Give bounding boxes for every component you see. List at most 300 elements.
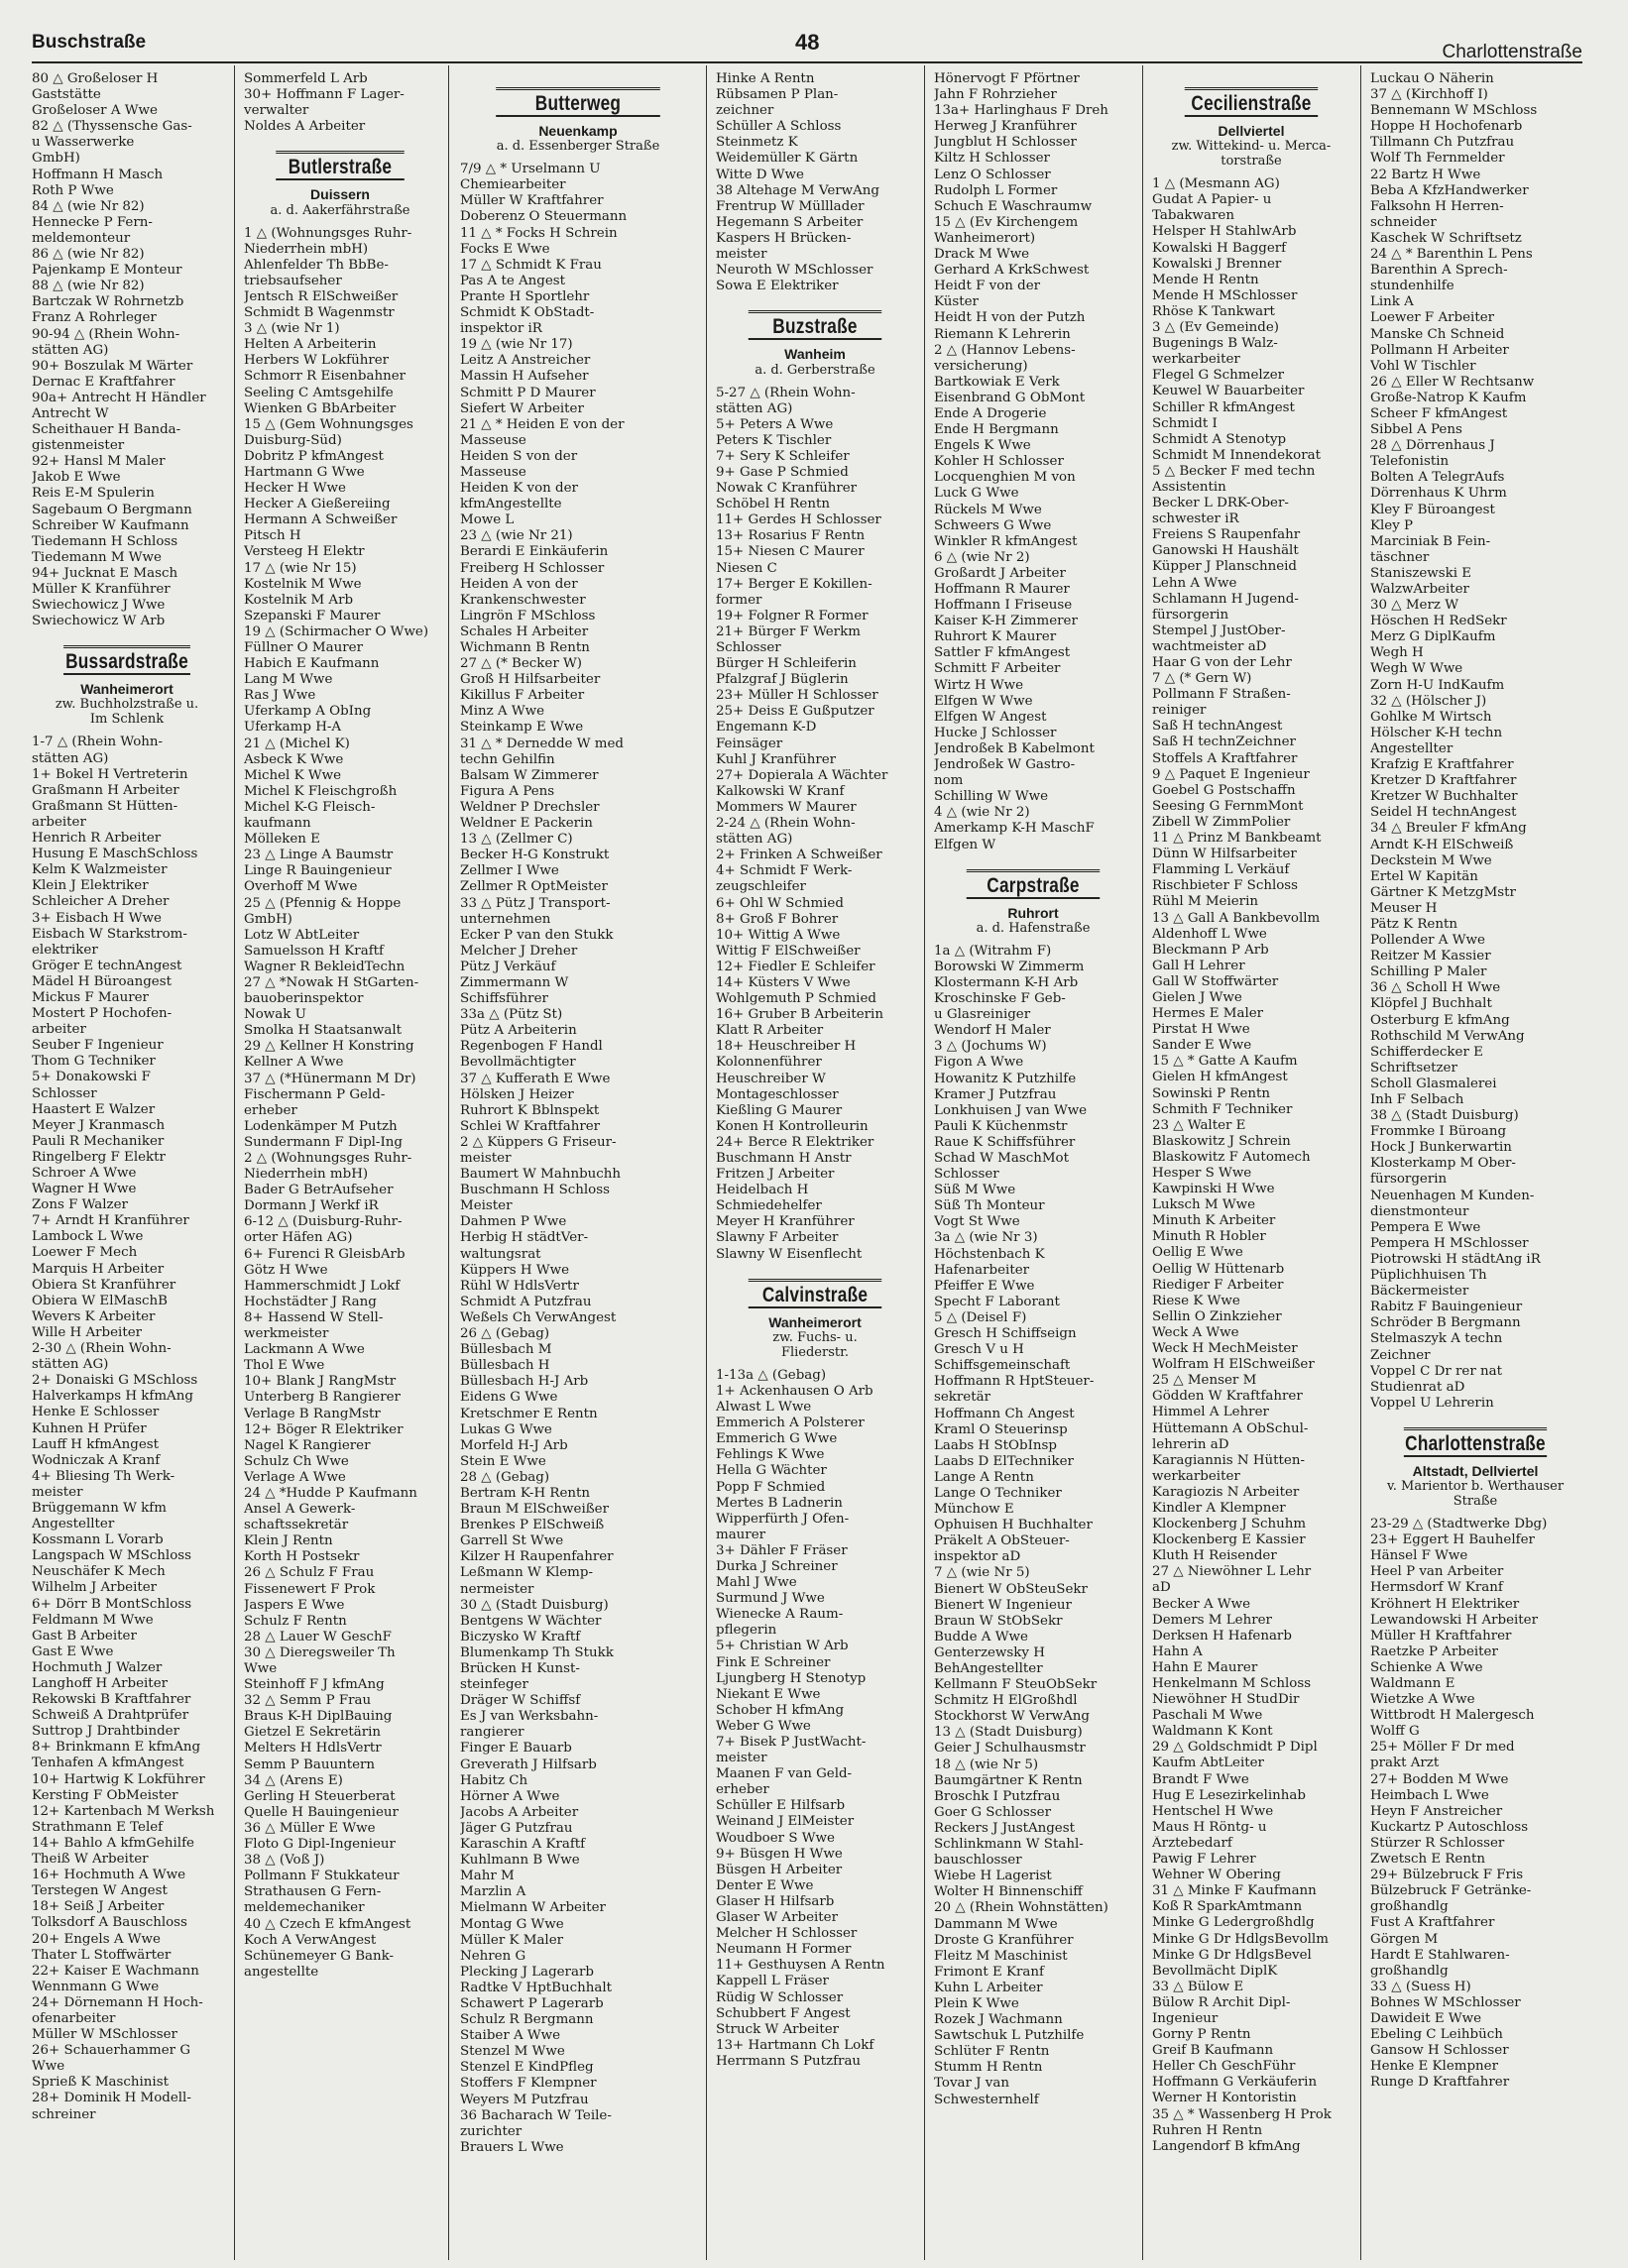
directory-entry: Glaser H Hilfsarb: [716, 1893, 835, 1909]
directory-entry: 6 △ (wie Nr 2): [934, 549, 1030, 565]
directory-entry: Schmorr R Eisenbahner: [244, 369, 407, 385]
directory-entry: Swiechowicz J Wwe: [32, 598, 166, 614]
directory-entry: 24 △ *Hudde P Kaufmann: [244, 1485, 417, 1501]
directory-entry: Hoffmann R HptSteuer-: [934, 1374, 1095, 1390]
directory-entry: Langendorf B kfmAng: [1152, 2138, 1301, 2154]
directory-entry: Bienert W ObSteuSekr: [934, 1581, 1088, 1597]
directory-entry: Rekowski B Kraftfahrer: [32, 1692, 191, 1708]
directory-entry: Fehlings K Wwe: [716, 1447, 825, 1463]
directory-entry: stätten AG): [716, 832, 793, 848]
directory-entry: Klatt R Arbeiter: [716, 1023, 824, 1039]
directory-entry: Wienken G BbArbeiter: [244, 400, 397, 416]
directory-entry: Langspach W MSchloss: [32, 1548, 191, 1564]
directory-entry: Zons F Walzer: [32, 1197, 128, 1213]
directory-entry: Schulz Ch Wwe: [244, 1453, 349, 1469]
directory-entry: Groß H Hilfsarbeiter: [460, 672, 601, 688]
column-5: [934, 71, 1132, 2252]
directory-entry: Eisbach W Starkstrom-: [32, 926, 187, 942]
directory-entry: Seesing G FernmMont: [1152, 798, 1304, 814]
directory-entry: Beba A KfzHandwerker: [1370, 182, 1529, 198]
directory-entry: Reckers J JustAngest: [934, 1820, 1075, 1836]
directory-entry: Kröhnert H Elektriker: [1370, 1596, 1520, 1612]
directory-entry: Niewöhner H StudDir: [1152, 1692, 1300, 1708]
directory-entry: 16+ Hochmuth A Wwe: [32, 1868, 186, 1883]
street-location-note: zw. Wittekind- u. Merca-: [1171, 139, 1332, 155]
directory-entry: Schleicher A Dreher: [32, 894, 170, 910]
directory-entry: Kießling G Maurer: [716, 1102, 843, 1118]
directory-entry: Hug E Lesezirkelinhab: [1152, 1787, 1306, 1803]
directory-entry: Dobritz P kfmAngest: [244, 448, 384, 464]
directory-entry: Bleckmann P Arb: [1152, 942, 1269, 958]
directory-entry: 5 △ Becker F med techn: [1152, 463, 1316, 479]
directory-entry: Tolksdorf A Bauschloss: [32, 1915, 187, 1931]
directory-entry: Schiffsgemeinschaft: [934, 1358, 1071, 1374]
directory-entry: Overhoff M Wwe: [244, 879, 358, 895]
directory-entry: Kawpinski H Wwe: [1152, 1182, 1275, 1197]
directory-entry: 7+ Bisek P JustWacht-: [716, 1735, 867, 1750]
directory-entry: Luckau O Näherin: [1370, 71, 1494, 86]
directory-entry: 3 △ (Ev Gemeinde): [1152, 320, 1280, 336]
directory-entry: Hartmann G Wwe: [244, 464, 365, 480]
directory-entry: Kuhlmann B Wwe: [460, 1853, 580, 1869]
directory-entry: Gast B Arbeiter: [32, 1628, 137, 1644]
directory-entry: Es J van Werksbahn-: [460, 1709, 599, 1725]
directory-entry: versicherung): [934, 358, 1028, 374]
directory-entry: Ingenieur: [1152, 2010, 1219, 2026]
directory-entry: 1 △ (Wohnungsges Ruhr-: [244, 225, 412, 241]
directory-entry: Greif B Kaufmann: [1152, 2043, 1274, 2059]
directory-entry: Kaschek W Schriftsetz: [1370, 230, 1522, 246]
district-name: Wanheimerort: [768, 1313, 862, 1330]
directory-entry: Weldner E Packerin: [460, 816, 593, 832]
directory-entry: Gietzel E Sekretärin: [244, 1725, 382, 1741]
street-location-note: Fliederstr.: [780, 1344, 850, 1360]
directory-entry: Lackmann A Wwe: [244, 1342, 365, 1358]
directory-entry: Gall H Lehrer: [1152, 958, 1245, 973]
directory-entry: 5+ Peters A Wwe: [716, 416, 834, 432]
street-name: Cecilienstraße: [1185, 87, 1318, 117]
directory-entry: Glaser W Arbeiter: [716, 1910, 838, 1926]
directory-entry: Neuenhagen M Kunden-: [1370, 1188, 1535, 1203]
directory-entry: 3+ Eisbach H Wwe: [32, 910, 162, 926]
directory-entry: Bäckermeister: [1370, 1284, 1469, 1300]
directory-entry: meister: [460, 1151, 512, 1166]
directory-entry: aD: [1152, 1580, 1171, 1596]
directory-entry: Balsam W Zimmerer: [460, 767, 599, 783]
directory-entry: Jakob E Wwe: [32, 470, 121, 486]
directory-entry: Stürzer R Schlosser: [1370, 1835, 1505, 1851]
directory-entry: Michel K Fleischgroßh: [244, 783, 398, 799]
directory-entry: Schlosser: [934, 1167, 999, 1183]
directory-entry: Braun W StObSekr: [934, 1613, 1063, 1629]
directory-entry: Freiberg H Schlosser: [460, 560, 605, 576]
district-name: Altstadt, Dellviertel: [1412, 1462, 1539, 1479]
directory-entry: Frentrup W Mülllader: [716, 198, 865, 214]
directory-entry: Frimont E Kranf: [934, 1964, 1044, 1980]
directory-entry: Ringelberg F Elektr: [32, 1149, 166, 1165]
directory-entry: Hella G Wächter: [716, 1463, 827, 1479]
directory-entry: 21 △ (Michel K): [244, 736, 350, 751]
directory-entry: Rühl M Meierin: [1152, 894, 1258, 910]
directory-entry: 10+ Blank J RangMstr: [244, 1374, 397, 1390]
directory-entry: Nowak U: [244, 1007, 306, 1023]
directory-entry: Füllner O Maurer: [244, 640, 363, 655]
directory-entry: Blaskowitz F Automech: [1152, 1149, 1311, 1165]
directory-entry: Zwetsch E Rentn: [1370, 1852, 1485, 1868]
directory-entry: Stockhorst W VerwAng: [934, 1709, 1090, 1725]
directory-entry: Korth H Postsekr: [244, 1549, 360, 1565]
directory-entry: Braun M ElSchweißer: [460, 1502, 609, 1518]
directory-entry: Blumenkamp Th Stukk: [460, 1644, 614, 1660]
directory-entry: Haastert E Walzer: [32, 1101, 156, 1117]
directory-entry: Figura A Pens: [460, 783, 555, 799]
directory-entry: Hoffmann G Verkäuferin: [1152, 2075, 1318, 2091]
directory-entry: Minuth R Hobler: [1152, 1229, 1266, 1245]
directory-entry: Montag G Wwe: [460, 1916, 564, 1932]
directory-entry: Wille H Arbeiter: [32, 1324, 143, 1340]
directory-entry: Wipperfürth J Ofen-: [716, 1511, 850, 1527]
directory-entry: Rühl W HdlsVertr: [460, 1278, 579, 1294]
directory-entry: Sommerfeld L Arb: [244, 71, 368, 86]
directory-entry: Hock J Bunkerwartin: [1370, 1140, 1512, 1156]
directory-entry: Gröger E technAngest: [32, 958, 182, 973]
directory-entry: 90+ Boszulak M Wärter: [32, 358, 193, 374]
directory-entry: Schlosser: [716, 640, 781, 655]
directory-entry: Gielen H kfmAngest: [1152, 1070, 1288, 1085]
directory-entry: Minke G Ledergroßhdlg: [1152, 1915, 1315, 1931]
directory-entry: Mädel H Büroangest: [32, 973, 172, 989]
directory-entry: fürsorgerin: [1370, 1172, 1448, 1188]
directory-entry: 36 △ Müller E Wwe: [244, 1820, 376, 1836]
street-location-note: torstraße: [1221, 154, 1282, 170]
directory-entry: Schmitz H ElGroßhdl: [934, 1693, 1078, 1709]
directory-entry: Hesper S Wwe: [1152, 1166, 1252, 1181]
directory-entry: Herbig H städtVer-: [460, 1230, 589, 1246]
directory-entry: Kramer J Putzfrau: [934, 1086, 1057, 1102]
directory-entry: Kretzer D Kraftfahrer: [1370, 773, 1517, 789]
directory-entry: schaftssekretär: [244, 1518, 349, 1533]
directory-entry: Plecking J Lagerarb: [460, 1964, 594, 1980]
directory-entry: Schroer A Wwe: [32, 1166, 137, 1181]
directory-entry: Büllesbach H: [460, 1358, 550, 1374]
directory-entry: Wendorf H Maler: [934, 1023, 1051, 1039]
directory-entry: Pfeiffer E Wwe: [934, 1278, 1035, 1294]
directory-entry: Suttrop J Drahtbinder: [32, 1724, 179, 1740]
directory-entry: 2-24 △ (Rhein Wohn-: [716, 816, 856, 832]
directory-entry: Scholl Glasmalerei: [1370, 1076, 1497, 1091]
directory-entry: Siefert W Arbeiter: [460, 400, 584, 416]
directory-entry: 18 △ (wie Nr 5): [934, 1757, 1039, 1772]
directory-entry: Klein J Elektriker: [32, 878, 149, 894]
directory-entry: Kohler H Schlosser: [934, 454, 1064, 470]
directory-entry: 12+ Fiedler E Schleifer: [716, 959, 875, 974]
directory-entry: Weber G Wwe: [716, 1718, 811, 1734]
directory-entry: 7+ Arndt H Kranführer: [32, 1213, 189, 1229]
directory-entry: Heidt H von der Putzh: [934, 310, 1086, 326]
directory-entry: steinfeger: [460, 1677, 528, 1693]
directory-entry: Kostelnik M Arb: [244, 592, 354, 608]
directory-entry: Witte D Wwe: [716, 167, 804, 182]
directory-entry: Locquenghien M von: [934, 470, 1076, 486]
directory-entry: u Wasserwerke: [32, 135, 135, 151]
directory-entry: Nowak C Kranführer: [716, 481, 858, 497]
directory-entry: Asbeck K Wwe: [244, 751, 344, 767]
directory-entry: Schlamann H Jugend-: [1152, 591, 1299, 607]
directory-entry: Ende A Drogerie: [934, 405, 1047, 421]
directory-entry: Sawtschuk L Putzhilfe: [934, 2028, 1085, 2044]
directory-entry: Bevollmächt DiplK: [1152, 1963, 1278, 1979]
directory-entry: Steinkamp E Wwe: [460, 720, 584, 736]
directory-entry: Jäger G Putzfrau: [460, 1820, 573, 1836]
directory-entry: 36 Bacharach W Teile-: [460, 2107, 612, 2123]
directory-entry: Uferkamp H-A: [244, 720, 342, 736]
directory-entry: 20+ Engels A Wwe: [32, 1931, 161, 1947]
directory-entry: Thom G Techniker: [32, 1054, 156, 1070]
district-name: Wanheimerort: [80, 681, 174, 698]
directory-entry: Neuroth W MSchlosser: [716, 263, 873, 279]
directory-entry: Dörrenhaus K Uhrm: [1370, 486, 1507, 502]
directory-entry: 19 △ (Schirmacher O Wwe): [244, 624, 429, 639]
directory-entry: Slawny F Arbeiter: [716, 1230, 839, 1246]
directory-entry: zurichter: [460, 2123, 523, 2139]
running-head-right: Charlottenstraße: [1442, 42, 1582, 62]
directory-entry: 2+ Donaiski G MSchloss: [32, 1373, 198, 1389]
directory-entry: 1 △ (Mesmann AG): [1152, 176, 1280, 192]
directory-entry: Heiden S von der: [460, 448, 578, 464]
directory-entry: Heiden A von der: [460, 576, 578, 592]
directory-entry: Flamming L Verkäuf: [1152, 862, 1290, 878]
directory-entry: 6+ Ohl W Schmied: [716, 895, 844, 911]
directory-entry: Werner H Kontoristin: [1152, 2091, 1297, 2106]
directory-entry: Hänsel F Wwe: [1370, 1548, 1468, 1564]
directory-entry: Sundermann F Dipl-Ing: [244, 1134, 403, 1150]
street-name: Butlerstraße: [276, 151, 405, 180]
directory-entry: Gresch H Schiffseign: [934, 1326, 1077, 1342]
directory-entry: 30 △ (Stadt Duisburg): [460, 1597, 609, 1613]
directory-entry: Verlage B RangMstr: [244, 1406, 381, 1421]
directory-entry: Kostelnik M Wwe: [244, 576, 362, 592]
directory-entry: Fink E Schreiner: [716, 1654, 831, 1670]
directory-entry: 15 △ * Gatte A Kaufm: [1152, 1054, 1298, 1070]
district-name: Ruhrort: [1007, 904, 1059, 921]
directory-entry: Lehn A Wwe: [1152, 575, 1237, 591]
directory-entry: 37 △ (*Hünermann M Dr): [244, 1071, 416, 1086]
directory-entry: 13a+ Harlinghaus F Dreh: [934, 103, 1108, 119]
directory-entry: 7 △ (wie Nr 5): [934, 1565, 1030, 1581]
directory-entry: Schlüter F Rentn: [934, 2044, 1050, 2060]
column-divider: [1142, 65, 1143, 2260]
directory-entry: Schmidt K ObStadt-: [460, 305, 595, 321]
directory-entry: Schüller A Schloss: [716, 119, 842, 135]
directory-entry: kfmAngestellte: [460, 497, 562, 512]
directory-entry: Püplichhuisen Th: [1370, 1268, 1487, 1284]
running-head-left: Buschstraße: [32, 32, 147, 53]
directory-entry: schreiner: [32, 2106, 96, 2122]
directory-entry: werkarbeiter: [1152, 352, 1240, 368]
directory-entry: Radtke V HptBuchhalt: [460, 1980, 613, 1995]
directory-entry: Minz A Wwe: [460, 704, 545, 720]
directory-entry: Stein E Wwe: [460, 1453, 546, 1469]
directory-entry: Henke E Schlosser: [32, 1405, 160, 1420]
directory-entry: Lotz W AbtLeiter: [244, 927, 360, 943]
directory-entry: triebsaufseher: [244, 273, 342, 288]
directory-entry: Klöpfel J Buchhalt: [1370, 996, 1492, 1012]
directory-entry: 1+ Bokel H Vertreterin: [32, 766, 188, 782]
directory-entry: pflegerin: [716, 1623, 777, 1639]
directory-entry: Hennecke P Fern-: [32, 214, 153, 230]
directory-entry: Weßels Ch VerwAngest: [460, 1309, 617, 1325]
column-4: [716, 71, 914, 2252]
street-location-note: Straße: [1453, 1494, 1498, 1510]
directory-entry: 31 △ Minke F Kaufmann: [1152, 1883, 1317, 1899]
directory-entry: Kley P: [1370, 517, 1414, 533]
directory-entry: Görgen M: [1370, 1931, 1439, 1947]
directory-entry: Blaskowitz J Schrein: [1152, 1133, 1291, 1149]
directory-entry: waltungsrat: [460, 1246, 541, 1262]
directory-entry: 86 △ (wie Nr 82): [32, 247, 145, 263]
directory-entry: Marciniak B Fein-: [1370, 533, 1491, 549]
directory-entry: Steinhoff F J kfmAng: [244, 1677, 385, 1693]
directory-entry: 23 △ Walter E: [1152, 1117, 1246, 1133]
directory-entry: Pollmann F Stukkateur: [244, 1869, 400, 1884]
directory-entry: Hahn E Maurer: [1152, 1659, 1258, 1675]
directory-entry: Götz H Wwe: [244, 1262, 328, 1278]
directory-entry: Wwe: [244, 1661, 278, 1676]
directory-entry: Weinand J ElMeister: [716, 1814, 855, 1830]
directory-entry: Raue K Schiffsführer: [934, 1134, 1076, 1150]
directory-entry: Saß H technAngest: [1152, 719, 1283, 735]
directory-entry: zeichner: [716, 103, 774, 119]
directory-entry: Ebeling C Leihbüch: [1370, 2027, 1503, 2043]
directory-entry: Koch A VerwAngest: [244, 1932, 377, 1948]
directory-entry: Gielen J Wwe: [1152, 989, 1242, 1005]
directory-entry: Lonkhuisen J van Wwe: [934, 1102, 1088, 1118]
column-divider: [1360, 65, 1361, 2260]
directory-entry: Seeling C Amtsgehilfe: [244, 385, 394, 400]
directory-entry: Fleitz M Maschinist: [934, 1948, 1068, 1964]
directory-entry: Lang M Wwe: [244, 672, 333, 688]
directory-entry: 18+ Seiß J Arbeiter: [32, 1899, 165, 1915]
directory-entry: meldemechaniker: [244, 1900, 365, 1916]
directory-entry: Nagel K Rangierer: [244, 1437, 371, 1453]
directory-entry: Tovar J van: [934, 2076, 1009, 2092]
directory-entry: Greverath J Hilfsarb: [460, 1757, 597, 1772]
directory-entry: Minuth K Arbeiter: [1152, 1213, 1276, 1229]
directory-entry: 13+ Rosarius F Rentn: [716, 528, 866, 544]
directory-entry: 21 △ * Heiden E von der: [460, 416, 625, 432]
directory-entry: 17 △ (wie Nr 15): [244, 560, 357, 576]
directory-entry: Michel K Wwe: [244, 767, 341, 783]
directory-entry: Chemiearbeiter: [460, 177, 566, 193]
directory-entry: Marzlin A: [460, 1884, 526, 1900]
directory-entry: 28 △ Lauer W GeschF: [244, 1629, 392, 1644]
header-rule: [32, 61, 1582, 63]
directory-entry: BehAngestellter: [934, 1661, 1043, 1676]
directory-entry: Hölsken J Heizer: [460, 1086, 574, 1102]
directory-entry: Wolff G: [1370, 1724, 1420, 1740]
directory-entry: Zellmer I Wwe: [460, 863, 559, 879]
directory-entry: Wolfram H ElSchweißer: [1152, 1357, 1315, 1373]
directory-entry: Lange A Rentn: [934, 1469, 1034, 1485]
directory-entry: täschner: [1370, 549, 1430, 565]
directory-entry: Theiß W Arbeiter: [32, 1852, 149, 1868]
directory-entry: 27 △ Niewöhner L Lehr: [1152, 1564, 1312, 1580]
directory-entry: Ganowski H Haushält: [1152, 543, 1299, 559]
directory-entry: Franz A Rohrleger: [32, 310, 157, 326]
directory-entry: Luksch M Wwe: [1152, 1197, 1255, 1213]
directory-entry: 88 △ (wie Nr 82): [32, 279, 145, 294]
directory-entry: Mielmann W Arbeiter: [460, 1900, 606, 1916]
directory-entry: lehrerin aD: [1152, 1436, 1229, 1452]
directory-entry: 17+ Berger E Kokillen-: [716, 576, 872, 592]
column-divider: [448, 65, 449, 2260]
directory-entry: Pfalzgraf J Büglerin: [716, 672, 849, 688]
directory-entry: 16+ Gruber B Arbeiterin: [716, 1007, 883, 1023]
directory-entry: Kaiser K-H Zimmerer: [934, 614, 1078, 629]
directory-entry: Hoffmann R Maurer: [934, 582, 1070, 597]
directory-entry: Büllesbach M: [460, 1342, 552, 1358]
directory-entry: Langhoff H Arbeiter: [32, 1676, 169, 1691]
directory-entry: Schulz R Bergmann: [460, 2012, 594, 2028]
directory-entry: Wiebe H Lagerist: [934, 1869, 1052, 1884]
directory-entry: Bennemann W MSchloss: [1370, 103, 1538, 119]
directory-entry: Herbers W Lokführer: [244, 353, 390, 369]
directory-entry: Heuschreiber W: [716, 1071, 826, 1086]
directory-entry: Vogt St Wwe: [934, 1214, 1020, 1230]
directory-entry: Weck A Wwe: [1152, 1324, 1239, 1340]
directory-entry: Woudboer S Wwe: [716, 1830, 835, 1846]
directory-entry: Lauff H kfmAngest: [32, 1436, 160, 1452]
column-divider: [234, 65, 235, 2260]
directory-entry: Engels K Wwe: [934, 438, 1031, 454]
directory-entry: Schmith F Techniker: [1152, 1101, 1293, 1117]
directory-entry: Weidemüller K Gärtn: [716, 151, 859, 167]
directory-entry: Luck G Wwe: [934, 486, 1019, 502]
directory-entry: 29 △ Kellner H Konstring: [244, 1039, 414, 1055]
directory-entry: Kellner A Wwe: [244, 1055, 344, 1071]
directory-entry: Roth P Wwe: [32, 182, 114, 198]
street-location-note: a. d. Essenberger Straße: [496, 139, 660, 155]
directory-entry: arbeiter: [32, 1022, 86, 1038]
directory-entry: 20 △ (Rhein Wohnstätten): [934, 1900, 1108, 1916]
directory-entry: 5-27 △ (Rhein Wohn-: [716, 385, 856, 400]
directory-entry: Waldmann E: [1370, 1676, 1455, 1691]
directory-entry: Brandt F Wwe: [1152, 1771, 1249, 1787]
directory-entry: 25+ Möller F Dr med: [1370, 1740, 1515, 1756]
directory-entry: 82 △ (Thyssensche Gas-: [32, 119, 192, 135]
directory-entry: Ruhrort K Maurer: [934, 629, 1057, 645]
directory-entry: Ertel W Kapitän: [1370, 868, 1478, 884]
directory-entry: Szepanski F Maurer: [244, 608, 381, 624]
directory-entry: Reitzer M Kassier: [1370, 949, 1491, 964]
directory-entry: Kelm K Walzmeister: [32, 862, 168, 878]
directory-entry: Mahr M: [460, 1869, 515, 1884]
directory-entry: Fischermann P Geld-: [244, 1086, 386, 1102]
directory-entry: Dräger W Schiffsf: [460, 1693, 581, 1709]
directory-entry: Höschen H RedSekr: [1370, 614, 1507, 629]
directory-entry: 2 △ (Hannov Lebens-: [934, 342, 1076, 358]
directory-entry: 14+ Bahlo A kfmGehilfe: [32, 1835, 194, 1851]
directory-entry: erheber: [244, 1102, 297, 1118]
directory-entry: Hoffmann I Friseuse: [934, 598, 1073, 614]
directory-entry: stätten AG): [32, 342, 109, 358]
directory-entry: Dernac E Kraftfahrer: [32, 374, 175, 390]
directory-entry: Fust A Kraftfahrer: [1370, 1915, 1495, 1931]
directory-entry: 12+ Böger R Elektriker: [244, 1421, 404, 1437]
directory-entry: stätten AG): [716, 400, 793, 416]
directory-entry: Klostermann K-H Arb: [934, 974, 1079, 990]
directory-entry: Duisburg-Süd): [244, 432, 342, 448]
